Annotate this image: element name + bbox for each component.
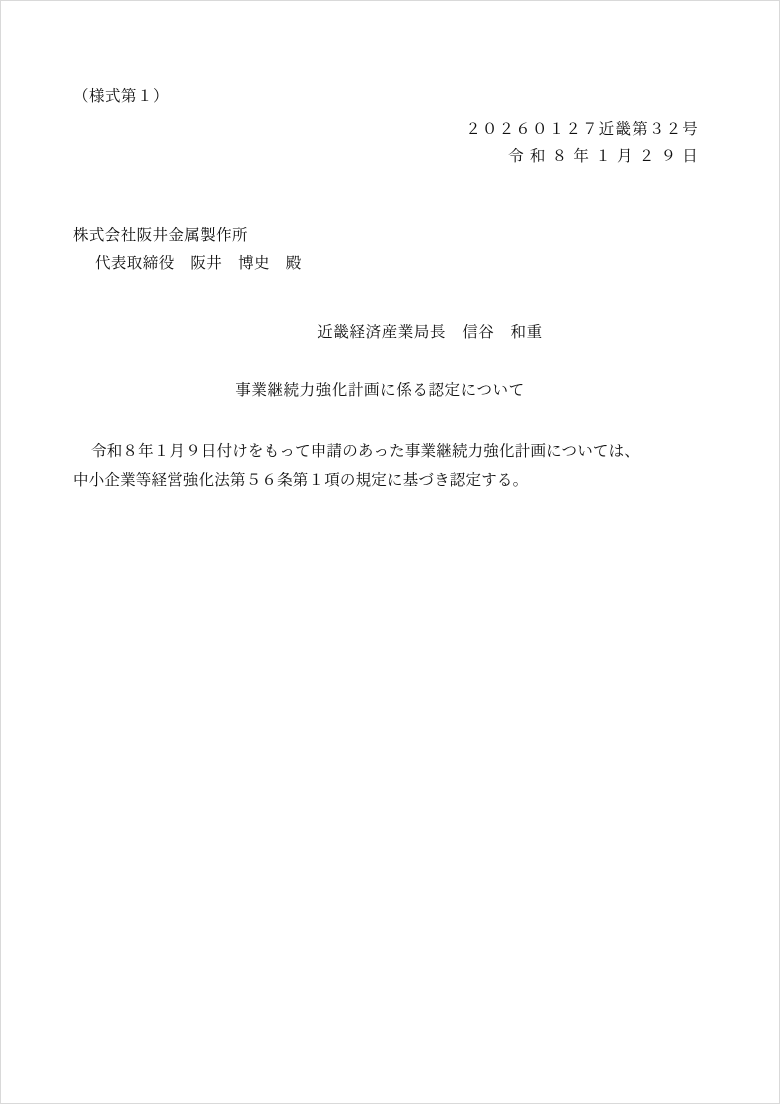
issuer-name: 近畿経済産業局長 信谷 和重	[317, 323, 543, 341]
addressee-block	[73, 222, 709, 278]
document-number-block	[73, 116, 709, 170]
body-paragraph-line-1: 令和８年１月９日付けをもって申請のあった事業継続力強化計画については、	[91, 442, 641, 460]
form-number-label: （様式第１）	[73, 88, 170, 105]
document-number: ２０２６０１２７近畿第３２号	[465, 120, 699, 138]
issuer-block	[73, 320, 709, 342]
addressee-company-name: 株式会社阪井金属製作所	[73, 227, 248, 245]
title-block	[73, 378, 709, 400]
body-paragraph-line-2: 中小企業等経営強化法第５６条第１項の規定に基づき認定する。	[73, 471, 529, 489]
addressee-person-name: 代表取締役 阪井 博史 殿	[95, 254, 302, 272]
document-body	[73, 85, 709, 495]
content-block	[73, 438, 709, 495]
page-title: 事業継続力強化計画に係る認定について	[235, 381, 525, 399]
document-date: 令 和 ８ 年 １ 月 ２ ９ 日	[508, 147, 699, 165]
